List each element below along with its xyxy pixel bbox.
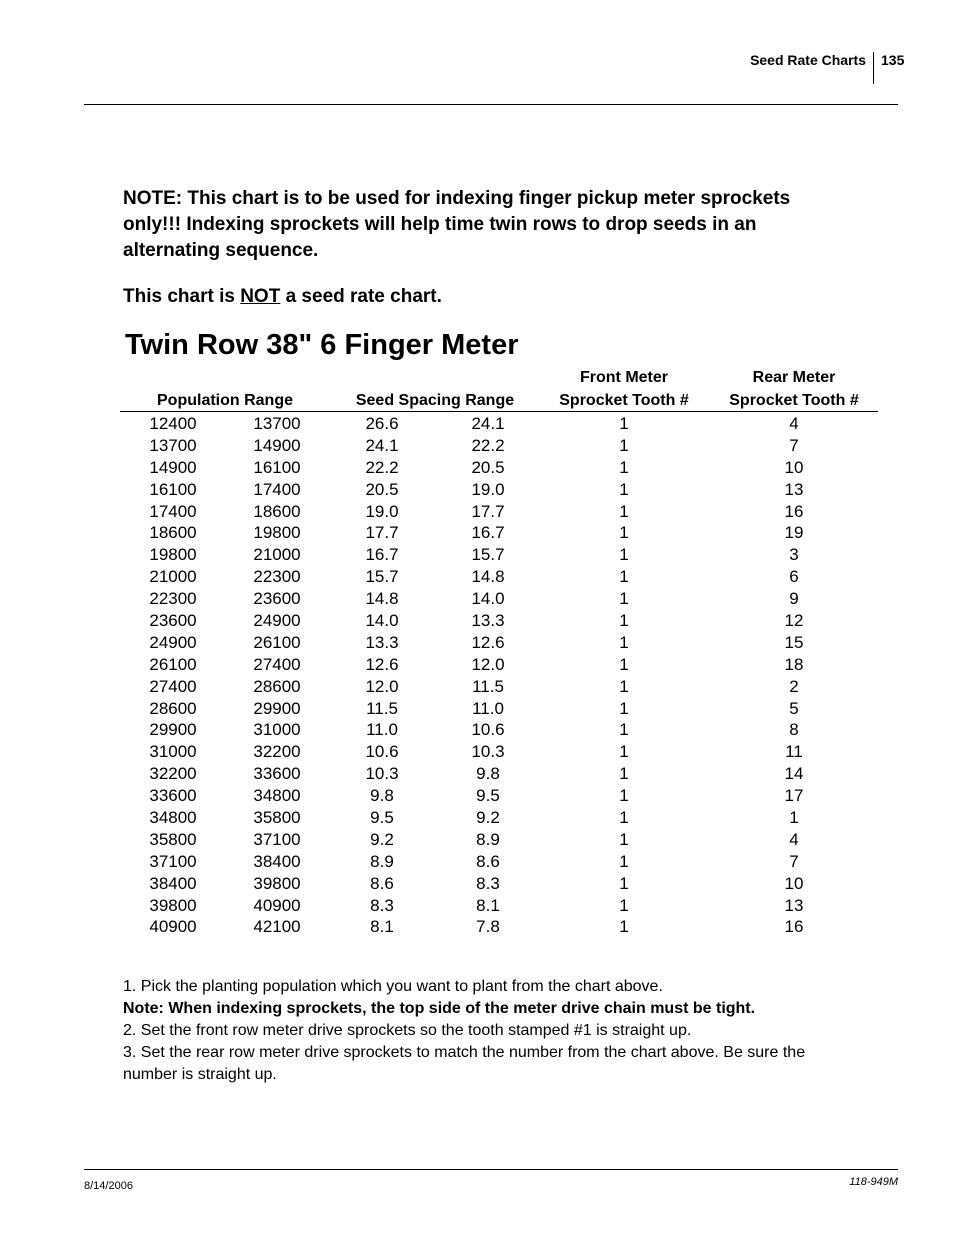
cell-rear-tooth: 4 [789,829,799,849]
table-row [0,457,954,479]
header-seed-spacing-range: Seed Spacing Range [355,392,515,409]
note-emphasis: NOT [240,286,281,307]
cell-spacing-to: 11.0 [472,698,504,718]
cell-population-to: 14900 [253,435,301,455]
cell-rear-tooth: 13 [784,479,804,499]
cell-front-tooth: 1 [619,917,629,937]
cell-spacing-from: 14.0 [365,611,399,631]
table-row [0,413,954,435]
cell-spacing-to: 12.0 [471,654,505,674]
cell-front-tooth: 1 [619,457,629,477]
header-divider [873,52,874,84]
cell-spacing-to: 7.8 [476,917,500,937]
cell-spacing-from: 13.3 [365,632,399,652]
cell-front-tooth: 1 [619,523,629,543]
table-row [0,566,954,588]
cell-rear-tooth: 3 [789,545,799,565]
cell-rear-tooth: 7 [789,851,799,871]
cell-front-tooth: 1 [619,676,629,696]
cell-population-from: 14900 [149,457,197,477]
cell-spacing-from: 22.2 [365,457,399,477]
cell-spacing-to: 8.3 [476,873,500,893]
instruction-step-3: 3. Set the rear row meter drive sprockets to match the number from the chart above. Be sure the number is straight up. [123,1044,806,1083]
cell-spacing-from: 8.6 [370,873,394,893]
cell-front-tooth: 1 [619,632,629,652]
header-rear-meter-line2: Sprocket Tooth # [729,392,859,409]
cell-population-from: 31000 [149,742,197,762]
page-number: 135 [881,52,905,68]
top-rule [84,104,898,105]
header-front-meter-line1: Front Meter [580,369,668,386]
cell-spacing-to: 14.0 [471,589,505,609]
cell-population-to: 35800 [253,808,301,828]
cell-population-to: 33600 [253,764,301,784]
cell-population-to: 42100 [253,917,301,937]
table-row [0,851,954,873]
cell-population-from: 39800 [149,895,197,915]
cell-population-from: 18600 [149,523,197,543]
cell-population-from: 21000 [149,567,197,587]
cell-population-from: 23600 [149,611,197,631]
table-row [0,895,954,917]
cell-population-from: 32200 [149,764,197,784]
cell-rear-tooth: 18 [784,654,804,674]
cell-population-from: 12400 [149,414,197,433]
cell-rear-tooth: 17 [784,786,804,806]
cell-front-tooth: 1 [619,786,629,806]
instruction-step-1: 1. Pick the planting population which you want to plant from the chart above. [123,978,663,995]
cell-front-tooth: 1 [619,589,629,609]
cell-population-from: 19800 [149,545,197,565]
cell-population-to: 26100 [253,632,301,652]
cell-population-to: 19800 [253,523,301,543]
cell-population-from: 38400 [149,873,197,893]
cell-population-to: 13700 [253,414,301,433]
cell-front-tooth: 1 [619,654,629,674]
cell-front-tooth: 1 [619,808,629,828]
cell-population-from: 17400 [149,501,197,521]
cell-front-tooth: 1 [619,501,629,521]
cell-spacing-to: 14.8 [471,567,505,587]
cell-front-tooth: 1 [619,873,629,893]
cell-rear-tooth: 10 [784,457,804,477]
cell-spacing-to: 24.1 [471,414,505,433]
cell-rear-tooth: 13 [784,895,804,915]
table-row [0,435,954,457]
table-row [0,632,954,654]
table-row [0,676,954,698]
table-row [0,501,954,523]
cell-population-to: 18600 [253,501,301,521]
table-body [0,413,954,938]
cell-rear-tooth: 5 [789,698,799,718]
cell-spacing-from: 20.5 [365,479,399,499]
cell-spacing-to: 8.9 [476,829,500,849]
cell-front-tooth: 1 [619,851,629,871]
cell-spacing-from: 9.2 [370,829,394,849]
cell-spacing-from: 26.6 [365,414,399,433]
cell-population-to: 29900 [253,698,301,718]
cell-front-tooth: 1 [619,567,629,587]
cell-population-from: 35800 [149,829,197,849]
cell-population-from: 33600 [149,786,197,806]
cell-spacing-to: 13.3 [471,611,505,631]
cell-rear-tooth: 8 [789,720,799,740]
note-paragraph: NOTE: This chart is to be used for indexing finger pickup meter sprockets only!!! Indexing sprockets will help time twin rows to drop seeds in an alternating sequence. [123,188,791,261]
footer-doc-number: 118-949M [849,1176,898,1188]
table-row [0,873,954,895]
cell-spacing-from: 11.5 [366,698,398,718]
cell-rear-tooth: 12 [784,611,804,631]
table-row [0,785,954,807]
header-rear-meter-line1: Rear Meter [752,369,836,386]
bottom-rule [84,1169,898,1170]
cell-population-from: 34800 [149,808,197,828]
cell-front-tooth: 1 [619,829,629,849]
cell-spacing-to: 10.6 [471,720,505,740]
section-title: Seed Rate Charts [750,52,866,68]
cell-population-from: 16100 [149,479,197,499]
cell-population-from: 40900 [149,917,197,937]
cell-front-tooth: 1 [619,720,629,740]
cell-spacing-to: 9.5 [476,786,500,806]
instructions [123,976,863,1086]
cell-rear-tooth: 1 [789,808,799,828]
cell-population-to: 21000 [253,545,301,565]
table-row [0,916,954,938]
cell-population-to: 24900 [253,611,301,631]
cell-spacing-to: 9.2 [476,808,500,828]
cell-front-tooth: 1 [619,895,629,915]
cell-population-to: 39800 [253,873,301,893]
table-header-rule [120,411,878,412]
cell-front-tooth: 1 [619,414,629,433]
cell-spacing-from: 8.3 [370,895,394,915]
not-seed-rate-note [123,284,442,310]
cell-population-to: 28600 [253,676,301,696]
cell-population-to: 27400 [253,654,301,674]
cell-spacing-from: 15.7 [365,567,399,587]
cell-population-to: 37100 [253,829,301,849]
cell-spacing-from: 12.0 [365,676,399,696]
cell-rear-tooth: 11 [785,742,803,762]
cell-population-to: 31000 [253,720,301,740]
cell-population-from: 28600 [149,698,197,718]
cell-spacing-to: 19.0 [471,479,505,499]
cell-rear-tooth: 16 [784,501,804,521]
table-row [0,654,954,676]
cell-rear-tooth: 14 [784,764,804,784]
cell-rear-tooth: 9 [789,589,799,609]
cell-population-from: 29900 [149,720,197,740]
cell-spacing-from: 24.1 [365,435,399,455]
cell-spacing-to: 17.7 [471,501,505,521]
cell-rear-tooth: 19 [784,523,804,543]
cell-spacing-from: 14.8 [365,589,399,609]
cell-spacing-from: 8.9 [370,851,394,871]
cell-population-from: 27400 [149,676,197,696]
header-population-range: Population Range [157,392,293,409]
cell-spacing-from: 9.8 [370,786,394,806]
table-row [0,719,954,741]
table-row [0,479,954,501]
cell-rear-tooth: 16 [784,917,804,937]
cell-spacing-to: 16.7 [471,523,505,543]
cell-spacing-to: 10.3 [471,742,505,762]
cell-front-tooth: 1 [619,611,629,631]
cell-population-to: 32200 [253,742,301,762]
cell-spacing-from: 12.6 [365,654,399,674]
cell-spacing-from: 8.1 [370,917,394,937]
table-row [0,588,954,610]
cell-population-to: 38400 [253,851,301,871]
cell-spacing-from: 16.7 [365,545,399,565]
cell-spacing-to: 12.6 [471,632,505,652]
cell-population-from: 37100 [149,851,197,871]
note-prefix: This chart is [123,286,241,307]
cell-front-tooth: 1 [619,764,629,784]
cell-spacing-from: 10.6 [365,742,399,762]
chart-title: Twin Row 38" 6 Finger Meter [125,329,519,361]
cell-rear-tooth: 2 [789,676,799,696]
instruction-note: Note: When indexing sprockets, the top side of the meter drive chain must be tight. [123,1000,756,1017]
cell-population-to: 16100 [253,457,301,477]
table-row [0,610,954,632]
cell-spacing-from: 11.0 [366,720,398,740]
table-row [0,763,954,785]
cell-population-to: 40900 [253,895,301,915]
cell-front-tooth: 1 [619,742,629,762]
table-row [0,829,954,851]
table-row [0,741,954,763]
cell-spacing-to: 15.7 [471,545,505,565]
cell-front-tooth: 1 [619,698,629,718]
cell-spacing-to: 8.1 [476,895,500,915]
cell-spacing-from: 10.3 [365,764,399,784]
cell-spacing-to: 22.2 [471,435,505,455]
footer-date: 8/14/2006 [84,1180,133,1192]
table-row [0,522,954,544]
cell-spacing-from: 9.5 [370,808,394,828]
header-front-meter-line2: Sprocket Tooth # [559,392,689,409]
cell-population-from: 22300 [149,589,197,609]
cell-rear-tooth: 4 [789,414,799,433]
table-row [0,698,954,720]
cell-population-to: 23600 [253,589,301,609]
cell-population-to: 22300 [253,567,301,587]
note-suffix: a seed rate chart. [280,286,442,307]
cell-spacing-to: 9.8 [476,764,500,784]
cell-population-from: 13700 [149,435,197,455]
cell-rear-tooth: 6 [789,567,799,587]
cell-rear-tooth: 15 [784,632,804,652]
cell-front-tooth: 1 [619,435,629,455]
cell-front-tooth: 1 [619,545,629,565]
instruction-step-2: 2. Set the front row meter drive sprockets so the tooth stamped #1 is straight up. [123,1022,692,1039]
cell-spacing-to: 8.6 [476,851,500,871]
table-row [0,544,954,566]
cell-front-tooth: 1 [619,479,629,499]
cell-spacing-to: 20.5 [471,457,505,477]
cell-spacing-to: 11.5 [472,676,504,696]
table-row [0,807,954,829]
cell-population-to: 17400 [253,479,301,499]
cell-population-to: 34800 [253,786,301,806]
cell-spacing-from: 19.0 [365,501,399,521]
cell-rear-tooth: 10 [784,873,804,893]
cell-rear-tooth: 7 [789,435,799,455]
cell-spacing-from: 17.7 [365,523,399,543]
cell-population-from: 26100 [149,654,197,674]
cell-population-from: 24900 [149,632,197,652]
